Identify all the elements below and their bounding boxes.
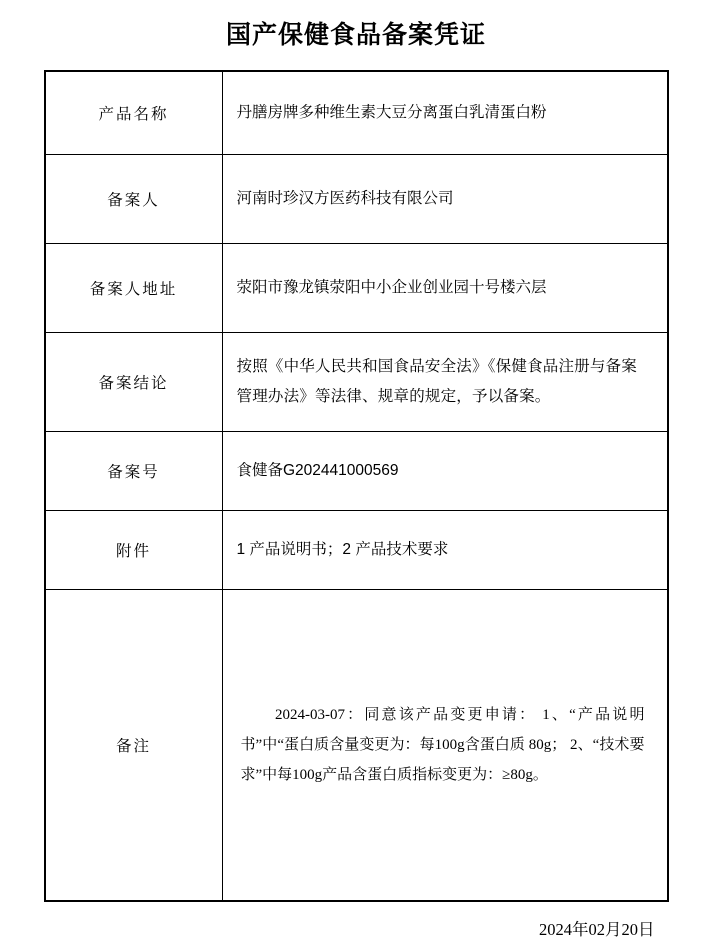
table-row — [45, 511, 668, 590]
row-label-remark: 备注 — [45, 590, 223, 902]
row-label-conclusion: 备案结论 — [45, 333, 223, 432]
row-value-remark — [222, 590, 668, 902]
table-row — [45, 71, 668, 155]
document-date: 2024年02月20日 — [539, 920, 655, 939]
table-row — [45, 155, 668, 244]
row-label-record-number: 备案号 — [45, 432, 223, 511]
table-row — [45, 432, 668, 511]
row-value-product-name: 丹膳房牌多种维生素大豆分离蛋白乳清蛋白粉 — [222, 71, 668, 155]
row-value-record-number: 食健备G202441000569 — [222, 432, 668, 511]
document-page — [0, 18, 712, 939]
row-label-product-name: 产品名称 — [45, 71, 223, 155]
row-value-applicant-address: 荥阳市豫龙镇荥阳中小企业创业园十号楼六层 — [222, 244, 668, 333]
table-row — [45, 590, 668, 902]
remark-text: 2024-03-07：同意该产品变更申请： 1、“产品说明书”中“蛋白质含量变更为：每100g含蛋白质 80g； 2、“技术要求”中每100g产品含蛋白质指标变更为：≥80g。 — [240, 707, 645, 783]
row-label-applicant: 备案人 — [45, 155, 223, 244]
row-value-conclusion: 按照《中华人民共和国食品安全法》《保健食品注册与备案管理办法》等法律、规章的规定，予以备案。 — [222, 333, 668, 432]
table-row — [45, 333, 668, 432]
row-label-attachment: 附件 — [45, 511, 223, 590]
page-title: 国产保健食品备案凭证 — [225, 21, 486, 49]
record-table — [44, 70, 669, 902]
row-value-applicant: 河南时珍汉方医药科技有限公司 — [222, 155, 668, 244]
table-row — [45, 244, 668, 333]
row-value-attachment: 1 产品说明书；2 产品技术要求 — [222, 511, 668, 590]
row-label-applicant-address: 备案人地址 — [45, 244, 223, 333]
